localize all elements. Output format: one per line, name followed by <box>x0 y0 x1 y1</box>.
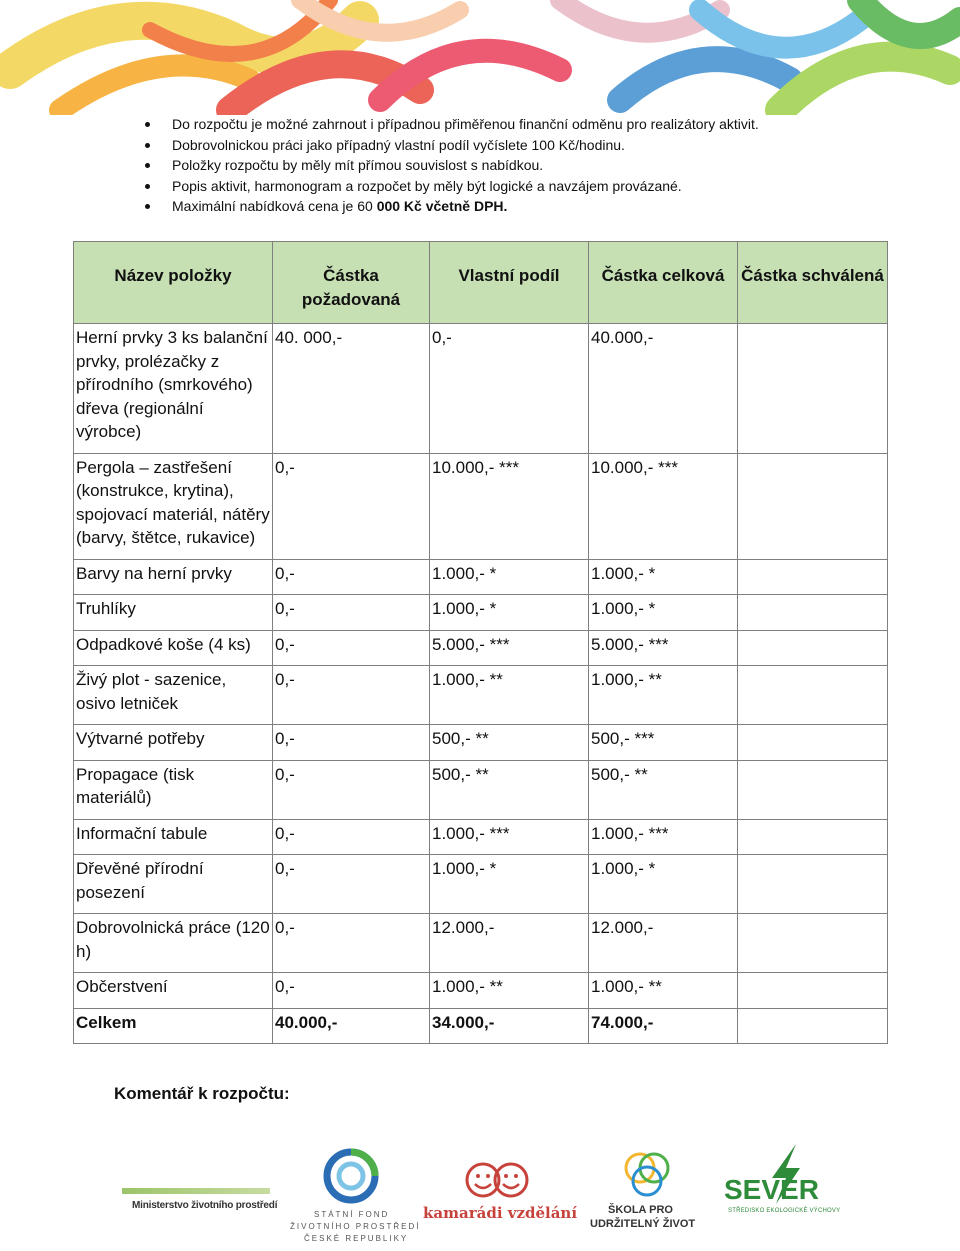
sever-logo-text: SEVER <box>724 1174 819 1205</box>
cell-requested: 0,- <box>273 855 430 914</box>
cell-own-share: 1.000,- * <box>430 559 589 595</box>
cell-total: 1.000,- * <box>589 855 738 914</box>
table-row <box>74 595 888 631</box>
cell-own-share: 1.000,- ** <box>430 666 589 725</box>
cell-approved <box>738 324 888 454</box>
cell-approved <box>738 630 888 666</box>
header-item-name: Název položky <box>74 242 273 324</box>
note-item-max-price <box>140 196 759 217</box>
cell-total: 1.000,- *** <box>589 819 738 855</box>
cell-approved <box>738 453 888 559</box>
cell-item-name: Živý plot - sazenice, osivo letniček <box>74 666 273 725</box>
total-requested: 40.000,- <box>273 1008 430 1044</box>
cell-own-share: 0,- <box>430 324 589 454</box>
cell-total: 5.000,- *** <box>589 630 738 666</box>
cell-requested: 0,- <box>273 453 430 559</box>
decorative-paint-strokes <box>0 0 960 115</box>
cell-item-name: Dřevěné přírodní posezení <box>74 855 273 914</box>
note-item: Dobrovolnickou práci jako případný vlastní podíl vyčíslete 100 Kč/hodinu. <box>140 135 759 156</box>
kamaradi-faces-icon <box>463 1160 533 1202</box>
table-row <box>74 630 888 666</box>
cell-approved <box>738 973 888 1009</box>
cell-item-name: Herní prvky 3 ks balanční prvky, prolézačky z přírodního (smrkového) dřeva (regionální výrobce) <box>74 324 273 454</box>
cell-requested: 0,- <box>273 914 430 973</box>
ministry-logo-bar <box>122 1188 270 1194</box>
cell-approved <box>738 914 888 973</box>
cell-item-name: Odpadkové koše (4 ks) <box>74 630 273 666</box>
cell-approved <box>738 760 888 819</box>
cell-requested: 0,- <box>273 630 430 666</box>
partner-logos <box>0 1140 960 1251</box>
sfzp-logo <box>288 1146 421 1248</box>
cell-item-name: Propagace (tisk materiálů) <box>74 760 273 819</box>
cell-item-name: Barvy na herní prvky <box>74 559 273 595</box>
cell-total: 500,- ** <box>589 760 738 819</box>
cell-own-share: 1.000,- *** <box>430 819 589 855</box>
note-item: Položky rozpočtu by měly mít přímou souvislost s nabídkou. <box>140 155 759 176</box>
note-item: Do rozpočtu je možné zahrnout i případnou přiměřenou finanční odměnu pro realizátory aktivit. <box>140 114 759 135</box>
total-label: Celkem <box>74 1008 273 1044</box>
table-row <box>74 666 888 725</box>
cell-item-name: Truhlíky <box>74 595 273 631</box>
cell-requested: 0,- <box>273 595 430 631</box>
cell-total: 12.000,- <box>589 914 738 973</box>
cell-own-share: 5.000,- *** <box>430 630 589 666</box>
table-row <box>74 324 888 454</box>
cell-requested: 0,- <box>273 819 430 855</box>
cell-own-share: 1.000,- * <box>430 595 589 631</box>
cell-item-name: Dobrovolnická práce (120 h) <box>74 914 273 973</box>
cell-total: 500,- *** <box>589 725 738 761</box>
cell-total: 1.000,- * <box>589 559 738 595</box>
skola-logo <box>590 1148 706 1240</box>
cell-total: 1.000,- ** <box>589 973 738 1009</box>
table-row <box>74 914 888 973</box>
cell-total: 40.000,- <box>589 324 738 454</box>
table-row <box>74 725 888 761</box>
cell-requested: 0,- <box>273 760 430 819</box>
cell-item-name: Pergola – zastřešení (konstrukce, krytina), spojovací materiál, nátěry (barvy, štětce, rukavice) <box>74 453 273 559</box>
total-sum: 74.000,- <box>589 1008 738 1044</box>
cell-total: 1.000,- ** <box>589 666 738 725</box>
cell-approved <box>738 559 888 595</box>
budget-table <box>73 241 888 1044</box>
sever-logo <box>722 1144 841 1244</box>
note-item: Popis aktivit, harmonogram a rozpočet by měly být logické a navzájem provázané. <box>140 176 759 197</box>
max-price-prefix: Maximální nabídková cena je 60 <box>172 198 377 214</box>
table-total-row <box>74 1008 888 1044</box>
table-row <box>74 973 888 1009</box>
cell-item-name: Informační tabule <box>74 819 273 855</box>
cell-requested: 0,- <box>273 973 430 1009</box>
cell-approved <box>738 666 888 725</box>
total-approved <box>738 1008 888 1044</box>
cell-approved <box>738 595 888 631</box>
cell-total: 1.000,- * <box>589 595 738 631</box>
budget-notes-list <box>140 114 759 217</box>
ministry-logo <box>122 1188 278 1218</box>
cell-requested: 0,- <box>273 725 430 761</box>
table-row <box>74 760 888 819</box>
table-row <box>74 855 888 914</box>
cell-own-share: 500,- ** <box>430 760 589 819</box>
table-row <box>74 819 888 855</box>
sfzp-emblem-icon <box>321 1146 381 1206</box>
cell-own-share: 1.000,- * <box>430 855 589 914</box>
sever-subtitle: STŘEDISKO EKOLOGICKÉ VÝCHOVY <box>728 1208 841 1214</box>
sfzp-text-line: ČESKÉ REPUBLIKY <box>304 1234 409 1243</box>
skola-circles-icon <box>620 1148 674 1202</box>
header-requested: Částka požadovaná <box>273 242 430 324</box>
budget-comment-label: Komentář k rozpočtu: <box>114 1084 290 1103</box>
total-own-share: 34.000,- <box>430 1008 589 1044</box>
skola-text-line: ŠKOLA PRO <box>608 1204 673 1216</box>
ministry-logo-text: Ministerstvo životního prostředí <box>132 1200 278 1211</box>
cell-own-share: 10.000,- *** <box>430 453 589 559</box>
cell-approved <box>738 819 888 855</box>
header-approved: Částka schválená <box>738 242 888 324</box>
sfzp-text-line: ŽIVOTNÍHO PROSTŘEDÍ <box>290 1222 421 1231</box>
sfzp-text-line: STÁTNÍ FOND <box>314 1210 390 1219</box>
header-own-share: Vlastní podíl <box>430 242 589 324</box>
cell-requested: 40. 000,- <box>273 324 430 454</box>
cell-item-name: Občerstvení <box>74 973 273 1009</box>
cell-item-name: Výtvarné potřeby <box>74 725 273 761</box>
cell-own-share: 1.000,- ** <box>430 973 589 1009</box>
skola-text-line: UDRŽITELNÝ ŽIVOT <box>590 1218 696 1230</box>
max-price-amount: 000 Kč včetně DPH. <box>376 198 508 214</box>
table-header-row <box>74 242 888 324</box>
cell-own-share: 12.000,- <box>430 914 589 973</box>
cell-total: 10.000,- *** <box>589 453 738 559</box>
kamaradi-logo-text: kamarádi vzdělání <box>423 1204 578 1222</box>
kamaradi-logo <box>423 1160 578 1224</box>
table-row <box>74 453 888 559</box>
cell-own-share: 500,- ** <box>430 725 589 761</box>
cell-approved <box>738 725 888 761</box>
cell-approved <box>738 855 888 914</box>
cell-requested: 0,- <box>273 666 430 725</box>
cell-requested: 0,- <box>273 559 430 595</box>
header-total: Částka celková <box>589 242 738 324</box>
table-row <box>74 559 888 595</box>
